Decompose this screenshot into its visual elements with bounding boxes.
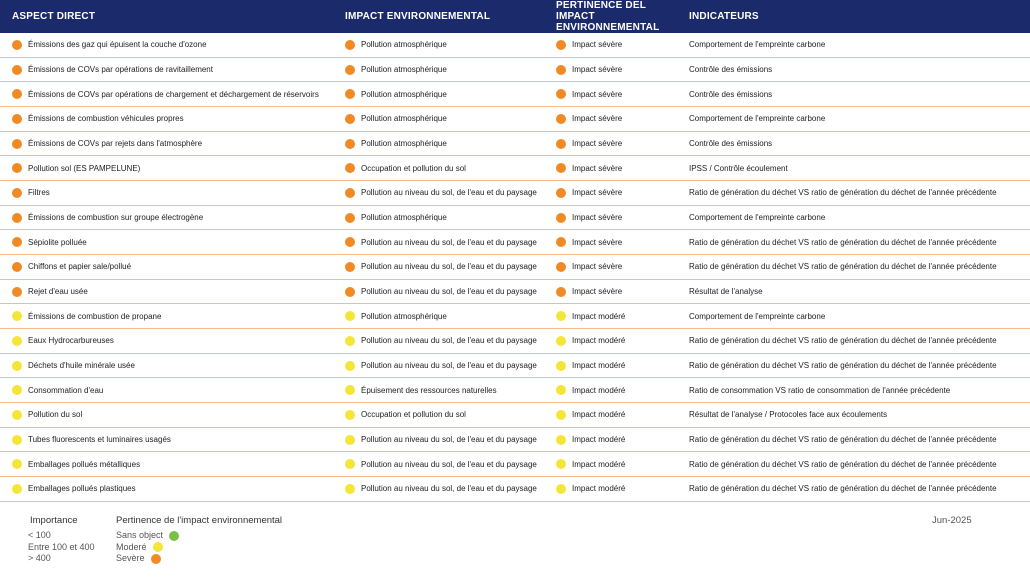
impact-text: Pollution au niveau du sol, de l'eau et du paysage: [361, 188, 537, 198]
aspect-text: Sépiolite polluée: [28, 237, 87, 247]
yellow-dot-icon: [153, 542, 163, 552]
pertinence-text: Impact modéré: [572, 336, 626, 346]
cell-pertinence: [556, 82, 684, 106]
yellow-dot-icon: [556, 459, 566, 469]
yellow-dot-icon: [12, 311, 22, 321]
table-row: [0, 304, 1030, 329]
legend-importance-item: Entre 100 et 400: [28, 541, 95, 552]
yellow-dot-icon: [345, 385, 355, 395]
impact-text: Pollution au niveau du sol, de l'eau et du paysage: [361, 237, 537, 247]
orange-dot-icon: [345, 262, 355, 272]
cell-pertinence: [556, 329, 684, 353]
pertinence-text: Impact modéré: [572, 410, 626, 420]
yellow-dot-icon: [345, 459, 355, 469]
indicateur-text: Ratio de consommation VS ratio de consommation de l'année précédente: [689, 385, 951, 395]
orange-dot-icon: [12, 237, 22, 247]
pertinence-text: Impact sévère: [572, 262, 623, 272]
orange-dot-icon: [556, 237, 566, 247]
orange-dot-icon: [556, 139, 566, 149]
pertinence-text: Impact modéré: [572, 385, 626, 395]
pertinence-text: Impact sévère: [572, 65, 623, 74]
cell-indicateur: [689, 255, 1024, 279]
orange-dot-icon: [345, 287, 355, 297]
aspect-text: Émissions de COVs par opérations de ravitaillement: [28, 65, 213, 74]
impact-text: Occupation et pollution du sol: [361, 163, 466, 173]
cell-indicateur: [689, 230, 1024, 254]
aspect-text: Filtres: [28, 188, 50, 198]
impact-text: Pollution atmosphérique: [361, 139, 447, 149]
pertinence-text: Impact modéré: [572, 361, 626, 371]
cell-aspect: [12, 132, 332, 156]
yellow-dot-icon: [345, 311, 355, 321]
cell-pertinence: [556, 230, 684, 254]
cell-impact: [345, 403, 545, 427]
cell-aspect: [12, 280, 332, 304]
cell-impact: [345, 33, 545, 57]
orange-dot-icon: [12, 287, 22, 297]
legend-pertinence-title: Pertinence de l'impact environnemental: [116, 515, 283, 526]
yellow-dot-icon: [556, 336, 566, 346]
cell-impact: [345, 230, 545, 254]
cell-indicateur: [689, 329, 1024, 353]
indicateur-text: IPSS / Contrôle écoulement: [689, 163, 788, 173]
aspect-text: Rejet d'eau usée: [28, 287, 88, 297]
cell-impact: [345, 107, 545, 131]
cell-aspect: [12, 230, 332, 254]
cell-aspect: [12, 304, 332, 328]
orange-dot-icon: [345, 65, 355, 75]
pertinence-text: Impact modéré: [572, 311, 626, 321]
aspect-text: Eaux Hydrocarbureuses: [28, 336, 114, 346]
pertinence-text: Impact sévère: [572, 89, 623, 99]
cell-pertinence: [556, 206, 684, 230]
cell-impact: [345, 156, 545, 180]
cell-pertinence: [556, 280, 684, 304]
table-row: [0, 107, 1030, 132]
cell-aspect: [12, 82, 332, 106]
cell-pertinence: [556, 378, 684, 402]
cell-indicateur: [689, 304, 1024, 328]
cell-indicateur: [689, 33, 1024, 57]
impact-text: Occupation et pollution du sol: [361, 410, 466, 420]
pertinence-text: Impact sévère: [572, 237, 623, 247]
indicateur-text: Ratio de génération du déchet VS ratio de génération du déchet de l'année précédente: [689, 237, 997, 247]
orange-dot-icon: [556, 40, 566, 50]
cell-impact: [345, 428, 545, 452]
cell-impact: [345, 354, 545, 378]
orange-dot-icon: [345, 237, 355, 247]
orange-dot-icon: [345, 188, 355, 198]
cell-impact: [345, 206, 545, 230]
table-row: [0, 156, 1030, 181]
table-row: [0, 329, 1030, 354]
cell-indicateur: [689, 477, 1024, 501]
cell-pertinence: [556, 156, 684, 180]
orange-dot-icon: [12, 89, 22, 99]
orange-dot-icon: [556, 262, 566, 272]
impact-text: Pollution au niveau du sol, de l'eau et du paysage: [361, 459, 537, 469]
table-row: [0, 403, 1030, 428]
cell-pertinence: [556, 107, 684, 131]
cell-aspect: [12, 477, 332, 501]
impact-text: Pollution au niveau du sol, de l'eau et du paysage: [361, 336, 537, 346]
cell-indicateur: [689, 354, 1024, 378]
table-row: [0, 58, 1030, 83]
yellow-dot-icon: [556, 484, 566, 494]
orange-dot-icon: [345, 114, 355, 124]
orange-dot-icon: [345, 89, 355, 99]
aspect-text: Émissions de COVs par opérations de chargement et déchargement de réservoirs: [28, 89, 319, 99]
table-body: [0, 33, 1030, 502]
impact-text: Pollution atmosphérique: [361, 213, 447, 223]
yellow-dot-icon: [12, 361, 22, 371]
cell-aspect: [12, 378, 332, 402]
yellow-dot-icon: [12, 459, 22, 469]
aspect-text: Consommation d'eau: [28, 385, 104, 395]
cell-aspect: [12, 428, 332, 452]
yellow-dot-icon: [556, 435, 566, 445]
cell-pertinence: [556, 58, 684, 82]
orange-dot-icon: [151, 554, 161, 564]
pertinence-text: Impact sévère: [572, 188, 623, 198]
pertinence-text: Impact modéré: [572, 435, 626, 445]
impact-text: Pollution au niveau du sol, de l'eau et du paysage: [361, 484, 537, 494]
cell-indicateur: [689, 280, 1024, 304]
legend-pertinence-list: [116, 530, 179, 565]
header-impact-environnemental: IMPACT ENVIRONNEMENTAL: [345, 11, 491, 22]
cell-impact: [345, 477, 545, 501]
aspect-text: Déchets d'huile minérale usée: [28, 361, 135, 371]
orange-dot-icon: [556, 287, 566, 297]
impact-text: Pollution au niveau du sol, de l'eau et du paysage: [361, 262, 537, 272]
impact-text: Épuisement des ressources naturelles: [361, 385, 497, 395]
yellow-dot-icon: [12, 385, 22, 395]
cell-impact: [345, 280, 545, 304]
yellow-dot-icon: [12, 336, 22, 346]
cell-impact: [345, 329, 545, 353]
header-pertinence: [556, 0, 684, 33]
table-row: [0, 230, 1030, 255]
cell-aspect: [12, 156, 332, 180]
orange-dot-icon: [12, 213, 22, 223]
impact-text: Pollution au niveau du sol, de l'eau et du paysage: [361, 361, 537, 371]
cell-indicateur: [689, 58, 1024, 82]
orange-dot-icon: [12, 65, 22, 75]
report-date: Jun-2025: [932, 515, 972, 526]
indicateur-text: Ratio de génération du déchet VS ratio de génération du déchet de l'année précédente: [689, 361, 997, 371]
cell-pertinence: [556, 354, 684, 378]
pertinence-text: Impact modéré: [572, 459, 626, 469]
indicateur-text: Comportement de l'empreinte carbone: [689, 114, 826, 124]
cell-pertinence: [556, 477, 684, 501]
aspect-text: Émissions de COVs par rejets dans l'atmosphère: [28, 139, 203, 149]
cell-aspect: [12, 206, 332, 230]
legend-pertinence-item: [116, 542, 179, 554]
indicateur-text: Comportement de l'empreinte carbone: [689, 40, 826, 50]
cell-impact: [345, 304, 545, 328]
indicateur-text: Ratio de génération du déchet VS ratio de génération du déchet de l'année précédente: [689, 459, 997, 469]
indicateur-text: Contrôle des émissions: [689, 139, 773, 149]
aspect-text: Émissions de combustion sur groupe électrogène: [28, 213, 204, 223]
orange-dot-icon: [556, 163, 566, 173]
legend-pertinence-label: Sans object: [116, 530, 164, 540]
indicateur-text: Ratio de génération du déchet VS ratio de génération du déchet de l'année précédente: [689, 262, 997, 272]
aspect-text: Chiffons et papier sale/pollué: [28, 262, 132, 272]
cell-indicateur: [689, 181, 1024, 205]
header-aspect-direct: ASPECT DIRECT: [12, 11, 96, 22]
impact-text: Pollution au niveau du sol, de l'eau et du paysage: [361, 435, 537, 445]
orange-dot-icon: [556, 89, 566, 99]
indicateur-text: Ratio de génération du déchet VS ratio de génération du déchet de l'année précédente: [689, 188, 997, 198]
indicateur-text: Ratio de génération du déchet VS ratio de génération du déchet de l'année précédente: [689, 484, 997, 494]
legend-pertinence-label: Moderé: [116, 541, 147, 552]
table-row: [0, 82, 1030, 107]
table-row: [0, 378, 1030, 403]
orange-dot-icon: [556, 213, 566, 223]
cell-aspect: [12, 255, 332, 279]
yellow-dot-icon: [345, 336, 355, 346]
cell-impact: [345, 132, 545, 156]
orange-dot-icon: [345, 213, 355, 223]
orange-dot-icon: [12, 262, 22, 272]
aspect-text: Pollution sol (ES PAMPELUNE): [28, 163, 141, 173]
cell-aspect: [12, 354, 332, 378]
table-row: [0, 206, 1030, 231]
legend: [0, 505, 1030, 580]
table-header: [0, 0, 1030, 33]
cell-aspect: [12, 452, 332, 476]
impact-text: Pollution atmosphérique: [361, 114, 447, 124]
cell-aspect: [12, 181, 332, 205]
cell-impact: [345, 255, 545, 279]
cell-impact: [345, 181, 545, 205]
cell-pertinence: [556, 255, 684, 279]
table-row: [0, 428, 1030, 453]
yellow-dot-icon: [345, 410, 355, 420]
cell-pertinence: [556, 428, 684, 452]
aspect-text: Émissions des gaz qui épuisent la couche d'ozone: [28, 40, 207, 50]
orange-dot-icon: [12, 139, 22, 149]
cell-aspect: [12, 33, 332, 57]
header-pertinence-line2: ENVIRONNEMENTAL: [556, 22, 660, 33]
pertinence-text: Impact sévère: [572, 287, 623, 297]
table-row: [0, 33, 1030, 58]
cell-pertinence: [556, 132, 684, 156]
aspect-text: Emballages pollués métalliques: [28, 459, 141, 469]
impact-text: Pollution atmosphérique: [361, 65, 447, 74]
table-row: [0, 255, 1030, 280]
cell-aspect: [12, 403, 332, 427]
pertinence-text: Impact modéré: [572, 484, 626, 494]
orange-dot-icon: [345, 163, 355, 173]
cell-impact: [345, 378, 545, 402]
table-row: [0, 280, 1030, 305]
pertinence-text: Impact sévère: [572, 114, 623, 124]
pertinence-text: Impact sévère: [572, 139, 623, 149]
legend-pertinence-label: Sevère: [116, 553, 145, 563]
legend-importance-item: > 400: [28, 553, 51, 563]
cell-indicateur: [689, 403, 1024, 427]
indicateur-text: Ratio de génération du déchet VS ratio de génération du déchet de l'année précédente: [689, 435, 997, 445]
aspect-text: Pollution du sol: [28, 410, 83, 420]
aspect-text: Tubes fluorescents et luminaires usagés: [28, 435, 171, 445]
yellow-dot-icon: [345, 484, 355, 494]
orange-dot-icon: [556, 114, 566, 124]
yellow-dot-icon: [12, 435, 22, 445]
legend-importance-list: [28, 530, 95, 565]
header-pertinence-line1: PERTINENCE DEL IMPACT: [556, 0, 646, 22]
pertinence-text: Impact sévère: [572, 40, 623, 50]
cell-impact: [345, 452, 545, 476]
orange-dot-icon: [556, 188, 566, 198]
cell-aspect: [12, 329, 332, 353]
cell-indicateur: [689, 82, 1024, 106]
indicateur-text: Comportement de l'empreinte carbone: [689, 213, 826, 223]
orange-dot-icon: [12, 188, 22, 198]
indicateur-text: Résultat de l'analyse: [689, 287, 763, 297]
indicateur-text: Contrôle des émissions: [689, 65, 773, 74]
yellow-dot-icon: [556, 410, 566, 420]
indicateur-text: Contrôle des émissions: [689, 89, 773, 99]
yellow-dot-icon: [556, 361, 566, 371]
header-indicateurs: INDICATEURS: [689, 11, 759, 22]
impact-text: Pollution atmosphérique: [361, 40, 447, 50]
table-row: [0, 477, 1030, 502]
aspect-text: Émissions de combustion de propane: [28, 311, 162, 321]
cell-indicateur: [689, 156, 1024, 180]
cell-aspect: [12, 107, 332, 131]
orange-dot-icon: [12, 163, 22, 173]
impact-text: Pollution atmosphérique: [361, 311, 447, 321]
yellow-dot-icon: [556, 311, 566, 321]
cell-pertinence: [556, 452, 684, 476]
table-row: [0, 132, 1030, 157]
yellow-dot-icon: [12, 410, 22, 420]
table-row: [0, 452, 1030, 477]
cell-indicateur: [689, 428, 1024, 452]
yellow-dot-icon: [556, 385, 566, 395]
legend-pertinence-item: [116, 530, 179, 542]
legend-importance-title: Importance: [30, 515, 78, 526]
legend-importance-item: < 100: [28, 530, 51, 540]
cell-pertinence: [556, 181, 684, 205]
table-row: [0, 354, 1030, 379]
yellow-dot-icon: [12, 484, 22, 494]
cell-impact: [345, 82, 545, 106]
orange-dot-icon: [12, 114, 22, 124]
aspect-text: Émissions de combustion véhicules propres: [28, 114, 184, 124]
legend-pertinence-item: [116, 553, 179, 565]
yellow-dot-icon: [345, 361, 355, 371]
aspect-text: Emballages pollués plastiques: [28, 484, 136, 494]
indicateur-text: Comportement de l'empreinte carbone: [689, 311, 826, 321]
indicateur-text: Résultat de l'analyse / Protocoles face aux écoulements: [689, 410, 888, 420]
table-row: [0, 181, 1030, 206]
yellow-dot-icon: [345, 435, 355, 445]
pertinence-text: Impact sévère: [572, 163, 623, 173]
cell-indicateur: [689, 206, 1024, 230]
pertinence-text: Impact sévère: [572, 213, 623, 223]
cell-pertinence: [556, 403, 684, 427]
impact-text: Pollution atmosphérique: [361, 89, 447, 99]
cell-indicateur: [689, 378, 1024, 402]
green-dot-icon: [169, 531, 179, 541]
cell-indicateur: [689, 132, 1024, 156]
cell-pertinence: [556, 304, 684, 328]
cell-impact: [345, 58, 545, 82]
indicateur-text: Ratio de génération du déchet VS ratio de génération du déchet de l'année précédente: [689, 336, 997, 346]
orange-dot-icon: [345, 40, 355, 50]
cell-indicateur: [689, 107, 1024, 131]
cell-pertinence: [556, 33, 684, 57]
orange-dot-icon: [345, 139, 355, 149]
cell-aspect: [12, 58, 332, 82]
cell-indicateur: [689, 452, 1024, 476]
orange-dot-icon: [12, 40, 22, 50]
impact-text: Pollution au niveau du sol, de l'eau et du paysage: [361, 287, 537, 297]
orange-dot-icon: [556, 65, 566, 75]
